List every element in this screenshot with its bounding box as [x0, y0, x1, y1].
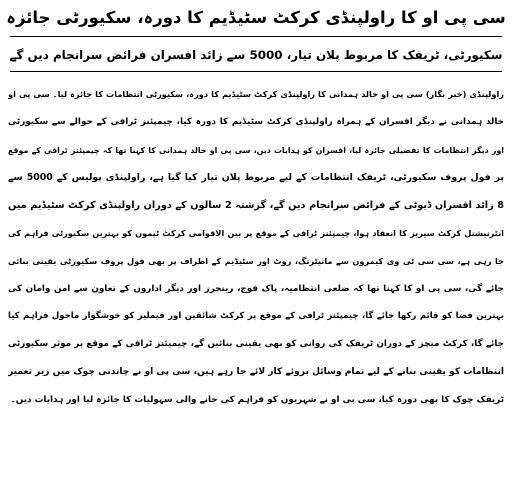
- body-line: جائے گی، سی پی او کا کہنا تھا کہ ضلعی انتظامیہ، پاک فوج، رینجرز اور دیگر اداروں کے تعاون سے امن وامان کی: [8, 283, 504, 294]
- body-line: بہترین فضا کو قائم رکھا جائے گا، چیمپئنز ٹرافی کے موقع پر کرکٹ شائقین اور فیملیز کو خوشگوار ماحول فراہم کیا: [8, 311, 504, 322]
- body-line: ٹریفک چوک کا بھی دورہ کیا، سی پی او نے شہریوں کو فراہم کی جانے والی سہولیات کا جائزہ لیا اور ہدایات دیں۔: [10, 394, 504, 405]
- body-line: پر فول پروف سکیورٹی، ٹریفک انتظامات کے لیے مربوط پلان تیار کیا گیا ہے، راولپنڈی پولیس کے 5000 سے: [8, 172, 504, 184]
- article-body: [6, 81, 506, 415]
- body-line: خالد ہمدانی نے دیگر افسران کے ہمراہ راولپنڈی کرکٹ سٹیڈیم کا دورہ کیا، چیمپئنز ٹرافی کے حوالے سے سکیورٹی: [8, 116, 504, 127]
- article-headline: سی پی او کا راولپنڈی کرکٹ سٹیڈیم کا دورہ، سکیورٹی جائزہ: [6, 8, 506, 27]
- body-line: انتظامات کو یقینی بنانے کے لیے تمام وسائل بروئے کار لائے جا رہے ہیں، سی پی او نے چاندنی چوک میں زیر تعمیر: [8, 366, 504, 377]
- article-subheadline: سکیورٹی، ٹریفک کا مربوط پلان تیار، 5000 سے زائد افسران فرائض سرانجام دیں گے: [9, 48, 503, 62]
- body-line: جا رہی ہے، سی سی ٹی وی کیمروں سے مانیٹرنگ، روٹ اور سٹیڈیم کے اطراف پر بھی فول پروف سکیورٹی یقینی بنائی: [8, 255, 504, 266]
- body-line: 8 زائد افسران ڈیوٹی کے فرائض سرانجام دیں گے، گزشتہ 2 سالوں کے دوران راولپنڈی کرکٹ سٹیڈیم میں: [8, 200, 504, 212]
- body-line: اور دیگر انتظامات کا تفصیلی جائزہ لیا، افسران کو ہدایات دیں، سی پی او خالد ہمدانی کا کہنا تھا کہ چیمپئنز ٹرافی کے موقع: [8, 145, 504, 155]
- subheadline-divider: [10, 71, 502, 72]
- body-line: انٹرنیشنل کرکٹ سیریز کا انعقاد ہوا، چیمپئنز ٹرافی کے موقع پر بین الاقوامی کرکٹ ٹیموں کو بہترین سکیورٹی فراہم کی: [8, 227, 504, 238]
- body-line: جائے گا، کرکٹ میچز کے دوران ٹریفک کی روانی کو بھی یقینی بنائیں گے، چیمپئنز ٹرافی کے موقع پر موثر سکیورٹی: [8, 339, 504, 350]
- body-line: راولپنڈی (خبر نگار) سی پی او خالد ہمدانی کا راولپنڈی کرکٹ سٹیڈیم کا دورہ، سکیورٹی انتظامات کا جائزہ لیا۔ سی پی او: [8, 89, 504, 99]
- headline-divider: [10, 36, 502, 37]
